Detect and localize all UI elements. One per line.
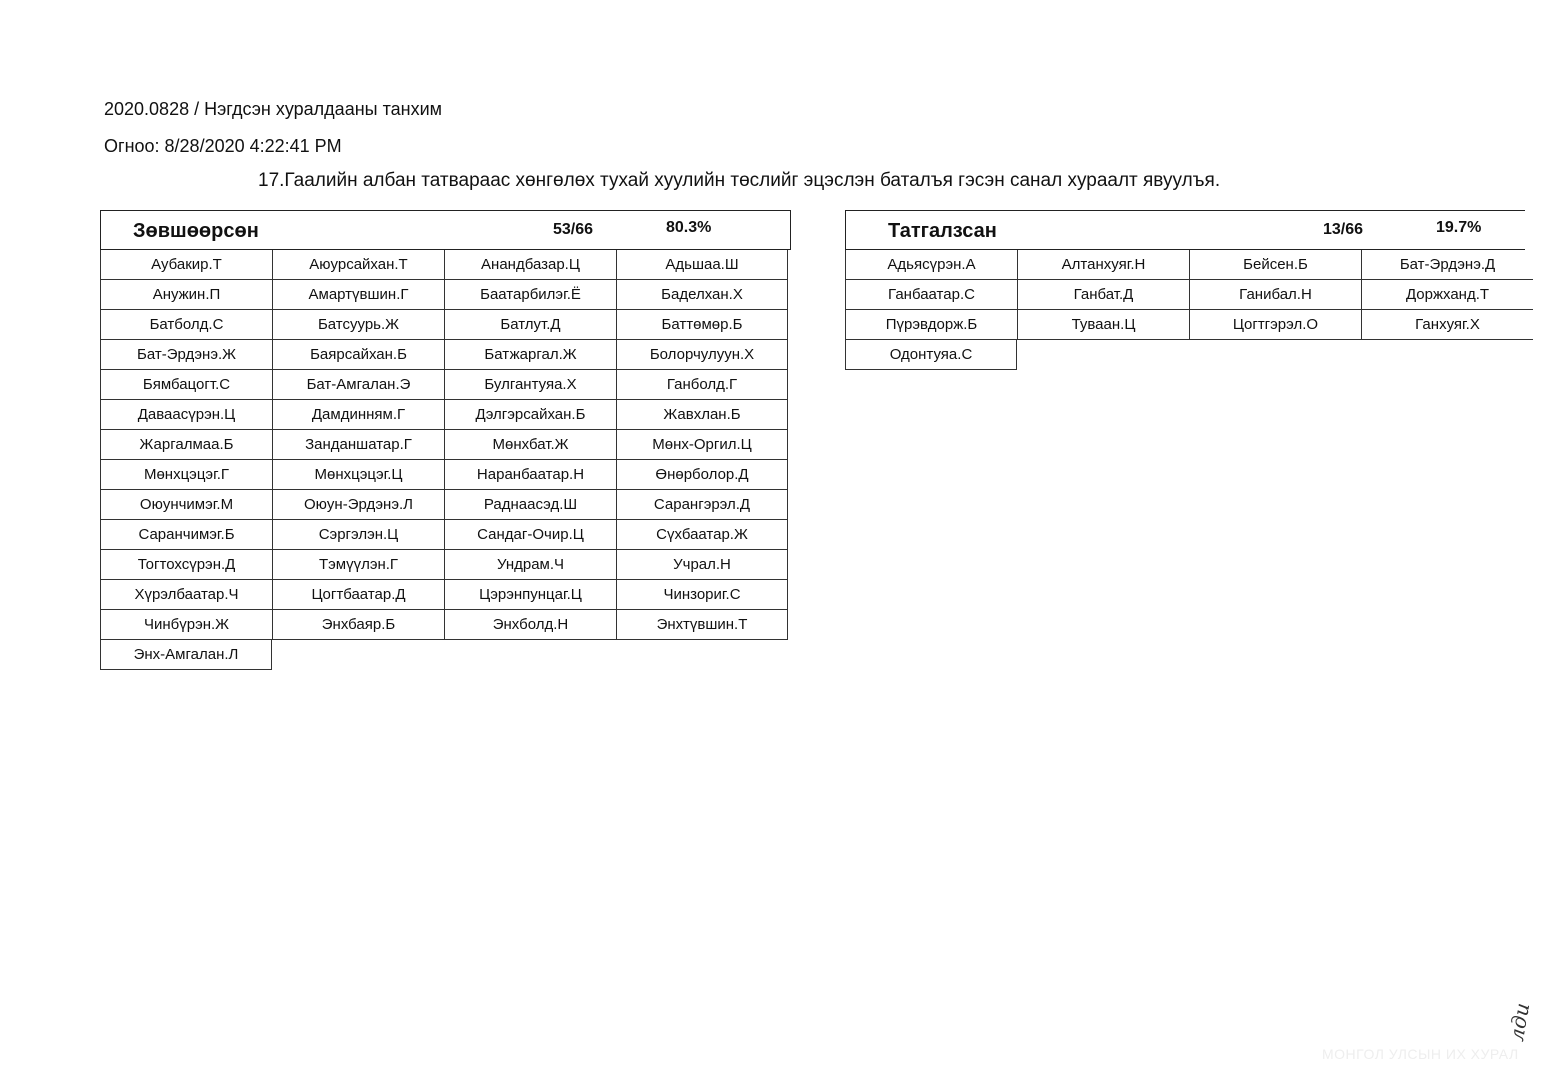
approved-header [100,210,791,250]
vote-question: 17.Гаалийн албан татвараас хөнгөлөх тухай хуулийн төслийг эцэслэн баталъя гэсэн санал хураалт явуулъя. [258,170,1221,191]
approved-percent: 80.3% [666,219,712,236]
rejected-title: Татгалзсан [888,220,997,242]
approved-member-name: Батболд.С [100,310,272,340]
rejected-member-name: Пүрэвдорж.Б [845,310,1017,340]
approved-member-name: Саранчимэг.Б [100,520,272,550]
approved-member-name: Энхбаяр.Б [272,610,444,640]
approved-member-name: Адьшаа.Ш [616,250,788,280]
rejected-member-name: Ганбаатар.С [845,280,1017,310]
approved-member-name: Учрал.Н [616,550,788,580]
rejected-member-name: Ганибал.Н [1189,280,1361,310]
approved-member-name: Анужин.П [100,280,272,310]
approved-member-name: Даваасүрэн.Ц [100,400,272,430]
approved-member-name: Чинбүрэн.Ж [100,610,272,640]
approved-member-name: Баттөмөр.Б [616,310,788,340]
approved-member-name: Дэлгэрсайхан.Б [444,400,616,430]
approved-names-grid [100,250,791,670]
approved-count: 53/66 [553,221,594,238]
approved-member-name: Хүрэлбаатар.Ч [100,580,272,610]
approved-member-name: Мөнх-Оргил.Ц [616,430,788,460]
approved-member-name: Амартүвшин.Г [272,280,444,310]
approved-member-name: Сандаг-Очир.Ц [444,520,616,550]
approved-member-name: Энхболд.Н [444,610,616,640]
approved-member-name: Тэмүүлэн.Г [272,550,444,580]
approved-member-name: Энх-Амгалан.Л [100,640,272,670]
approved-member-name: Чинзориг.С [616,580,788,610]
approved-member-name: Занданшатар.Г [272,430,444,460]
rejected-member-name: Ганбат.Д [1017,280,1189,310]
session-title: 2020.0828 / Нэгдсэн хуралдааны танхим [104,99,443,119]
approved-member-name: Бат-Эрдэнэ.Ж [100,340,272,370]
rejected-header [845,210,1525,250]
approved-member-name: Сарангэрэл.Д [616,490,788,520]
approved-member-name: Цогтбаатар.Д [272,580,444,610]
approved-member-name: Тогтохсүрэн.Д [100,550,272,580]
approved-member-name: Наранбаатар.Н [444,460,616,490]
approved-member-name: Оюун-Эрдэнэ.Л [272,490,444,520]
approved-member-name: Мөнхцэцэг.Ц [272,460,444,490]
approved-member-name: Анандбазар.Ц [444,250,616,280]
rejected-member-name: Бат-Эрдэнэ.Д [1361,250,1533,280]
approved-member-name: Өнөрболор.Д [616,460,788,490]
approved-member-name: Аюурсайхан.Т [272,250,444,280]
rejected-count: 13/66 [1323,221,1364,238]
rejected-names-grid [845,250,1533,370]
approved-member-name: Ганболд.Г [616,370,788,400]
approved-member-name: Цэрэнпунцаг.Ц [444,580,616,610]
rejected-member-name: Адьясүрэн.А [845,250,1017,280]
rejected-member-name: Одонтуяа.С [845,340,1017,370]
watermark: МОНГОЛ УЛСЫН ИХ ХУРАЛ [1322,1046,1519,1062]
approved-member-name: Энхтүвшин.Т [616,610,788,640]
approved-member-name: Жавхлан.Б [616,400,788,430]
handwritten-mark: лди [1504,1001,1535,1043]
approved-member-name: Батлут.Д [444,310,616,340]
approved-member-name: Аубакир.Т [100,250,272,280]
approved-member-name: Сүхбаатар.Ж [616,520,788,550]
approved-member-name: Ундрам.Ч [444,550,616,580]
approved-member-name: Оюунчимэг.М [100,490,272,520]
rejected-member-name: Доржханд.Т [1361,280,1533,310]
approved-member-name: Мөнхбат.Ж [444,430,616,460]
rejected-percent: 19.7% [1436,219,1482,236]
vote-date: Огноо: 8/28/2020 4:22:41 PM [104,136,342,156]
approved-member-name: Раднаасэд.Ш [444,490,616,520]
approved-member-name: Баатарбилэг.Ё [444,280,616,310]
rejected-member-name: Ганхуяг.Х [1361,310,1533,340]
approved-member-name: Баделхан.Х [616,280,788,310]
approved-member-name: Батжаргал.Ж [444,340,616,370]
approved-member-name: Баярсайхан.Б [272,340,444,370]
approved-member-name: Болорчулуун.Х [616,340,788,370]
approved-member-name: Сэргэлэн.Ц [272,520,444,550]
approved-title: Зөвшөөрсөн [133,220,259,242]
approved-member-name: Мөнхцэцэг.Г [100,460,272,490]
rejected-member-name: Бейсен.Б [1189,250,1361,280]
approved-member-name: Дамдинням.Г [272,400,444,430]
approved-vote-table [100,210,791,670]
approved-member-name: Булгантуяа.Х [444,370,616,400]
approved-member-name: Батсуурь.Ж [272,310,444,340]
rejected-vote-table [845,210,1533,370]
rejected-member-name: Цогтгэрэл.О [1189,310,1361,340]
rejected-member-name: Туваан.Ц [1017,310,1189,340]
rejected-member-name: Алтанхуяг.Н [1017,250,1189,280]
approved-member-name: Жаргалмаа.Б [100,430,272,460]
approved-member-name: Бат-Амгалан.Э [272,370,444,400]
approved-member-name: Бямбацогт.С [100,370,272,400]
